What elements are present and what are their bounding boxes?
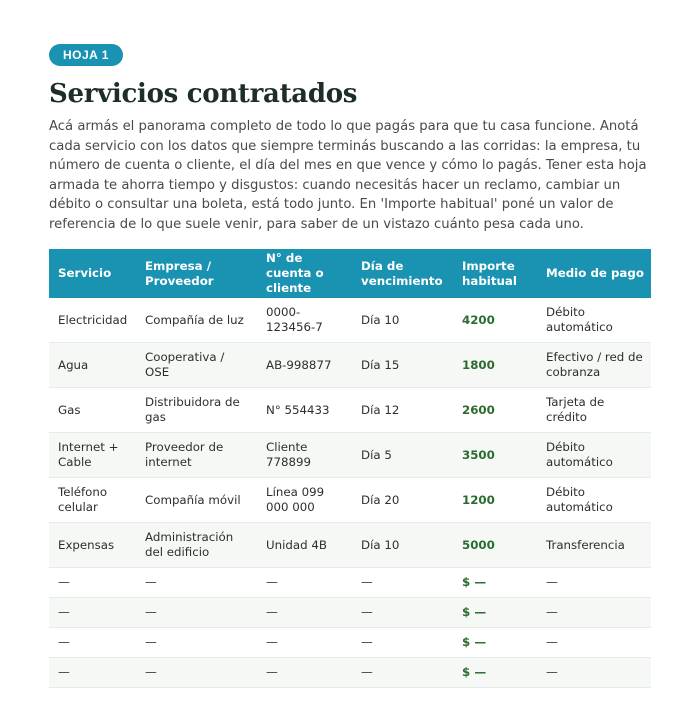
cell-empresa[interactable]: — (136, 658, 257, 688)
cell-vencimiento[interactable]: — (352, 568, 453, 598)
table-row (49, 388, 651, 433)
cell-cuenta[interactable]: Cliente 778899 (257, 433, 352, 478)
cell-medio-pago[interactable]: Transferencia (537, 523, 651, 568)
cell-servicio[interactable]: Internet + Cable (49, 433, 136, 478)
cell-empresa[interactable]: Cooperativa / OSE (136, 343, 257, 388)
cell-cuenta[interactable]: — (257, 658, 352, 688)
services-table (49, 249, 651, 688)
cell-vencimiento[interactable]: Día 5 (352, 433, 453, 478)
cell-importe[interactable]: 2600 (453, 388, 537, 433)
cell-importe[interactable]: $ — (453, 658, 537, 688)
cell-medio-pago[interactable]: Débito automático (537, 478, 651, 523)
cell-servicio[interactable]: Gas (49, 388, 136, 433)
cell-importe[interactable]: $ — (453, 568, 537, 598)
cell-medio-pago[interactable]: Efectivo / red de cobranza (537, 343, 651, 388)
cell-vencimiento[interactable]: Día 20 (352, 478, 453, 523)
cell-cuenta[interactable]: — (257, 628, 352, 658)
header-servicio: Servicio (49, 249, 136, 298)
page-title: Servicios contratados (49, 79, 358, 109)
cell-servicio[interactable]: Electricidad (49, 298, 136, 343)
cell-vencimiento[interactable]: Día 10 (352, 298, 453, 343)
table-row (49, 343, 651, 388)
cell-cuenta[interactable]: N° 554433 (257, 388, 352, 433)
cell-medio-pago[interactable]: — (537, 598, 651, 628)
table-row (49, 598, 651, 628)
cell-vencimiento[interactable]: Día 10 (352, 523, 453, 568)
table-header (49, 249, 651, 298)
cell-servicio[interactable]: — (49, 658, 136, 688)
cell-importe[interactable]: 1200 (453, 478, 537, 523)
table-row (49, 478, 651, 523)
header-cuenta: N° de cuenta o cliente (257, 249, 352, 298)
table-row (49, 628, 651, 658)
cell-vencimiento[interactable]: — (352, 658, 453, 688)
table-row (49, 433, 651, 478)
table-row (49, 658, 651, 688)
cell-empresa[interactable]: Proveedor de internet (136, 433, 257, 478)
cell-empresa[interactable]: Compañía de luz (136, 298, 257, 343)
header-medio-pago: Medio de pago (537, 249, 651, 298)
cell-servicio[interactable]: Teléfono celular (49, 478, 136, 523)
cell-empresa[interactable]: Administración del edificio (136, 523, 257, 568)
cell-empresa[interactable]: — (136, 598, 257, 628)
cell-importe[interactable]: 4200 (453, 298, 537, 343)
cell-servicio[interactable]: Expensas (49, 523, 136, 568)
cell-importe[interactable]: $ — (453, 628, 537, 658)
header-empresa: Empresa / Proveedor (136, 249, 257, 298)
cell-vencimiento[interactable]: Día 15 (352, 343, 453, 388)
cell-servicio[interactable]: — (49, 568, 136, 598)
cell-empresa[interactable]: — (136, 568, 257, 598)
cell-vencimiento[interactable]: — (352, 628, 453, 658)
cell-empresa[interactable]: — (136, 628, 257, 658)
cell-importe[interactable]: 1800 (453, 343, 537, 388)
table-row (49, 298, 651, 343)
cell-servicio[interactable]: Agua (49, 343, 136, 388)
header-importe: Importe habitual (453, 249, 537, 298)
sheet-badge: HOJA 1 (49, 44, 123, 66)
header-vencimiento: Día de vencimiento (352, 249, 453, 298)
cell-servicio[interactable]: — (49, 628, 136, 658)
cell-empresa[interactable]: Distribuidora de gas (136, 388, 257, 433)
table-row (49, 523, 651, 568)
cell-cuenta[interactable]: — (257, 598, 352, 628)
cell-medio-pago[interactable]: Tarjeta de crédito (537, 388, 651, 433)
cell-servicio[interactable]: — (49, 598, 136, 628)
cell-empresa[interactable]: Compañía móvil (136, 478, 257, 523)
cell-medio-pago[interactable]: — (537, 658, 651, 688)
intro-paragraph: Acá armás el panorama completo de todo lo que pagás para que tu casa funcione. Anotá cada servicio con los datos que siempre terminás buscando a las corridas: la empresa, tu número de cuenta o cliente, el día del mes en que vence y cómo lo pagás. Tener esta hoja armada te ahorra tiempo y disgustos: cuando necesitás hacer un reclamo, cambiar un débito o consultar una boleta, está todo junto. En 'Importe habitual' poné un valor de referencia de lo que suele venir, para saber de un vistazo cuánto pesa cada uno. (49, 119, 647, 232)
cell-importe[interactable]: $ — (453, 598, 537, 628)
cell-cuenta[interactable]: AB-998877 (257, 343, 352, 388)
cell-vencimiento[interactable]: — (352, 598, 453, 628)
cell-importe[interactable]: 5000 (453, 523, 537, 568)
cell-medio-pago[interactable]: — (537, 568, 651, 598)
cell-cuenta[interactable]: Unidad 4B (257, 523, 352, 568)
cell-importe[interactable]: 3500 (453, 433, 537, 478)
cell-medio-pago[interactable]: Débito automático (537, 298, 651, 343)
cell-medio-pago[interactable]: — (537, 628, 651, 658)
cell-medio-pago[interactable]: Débito automático (537, 433, 651, 478)
cell-vencimiento[interactable]: Día 12 (352, 388, 453, 433)
cell-cuenta[interactable]: 0000-123456-7 (257, 298, 352, 343)
cell-cuenta[interactable]: Línea 099 000 000 (257, 478, 352, 523)
table-body (49, 298, 651, 688)
table-header-row (49, 249, 651, 298)
table-row (49, 568, 651, 598)
cell-cuenta[interactable]: — (257, 568, 352, 598)
